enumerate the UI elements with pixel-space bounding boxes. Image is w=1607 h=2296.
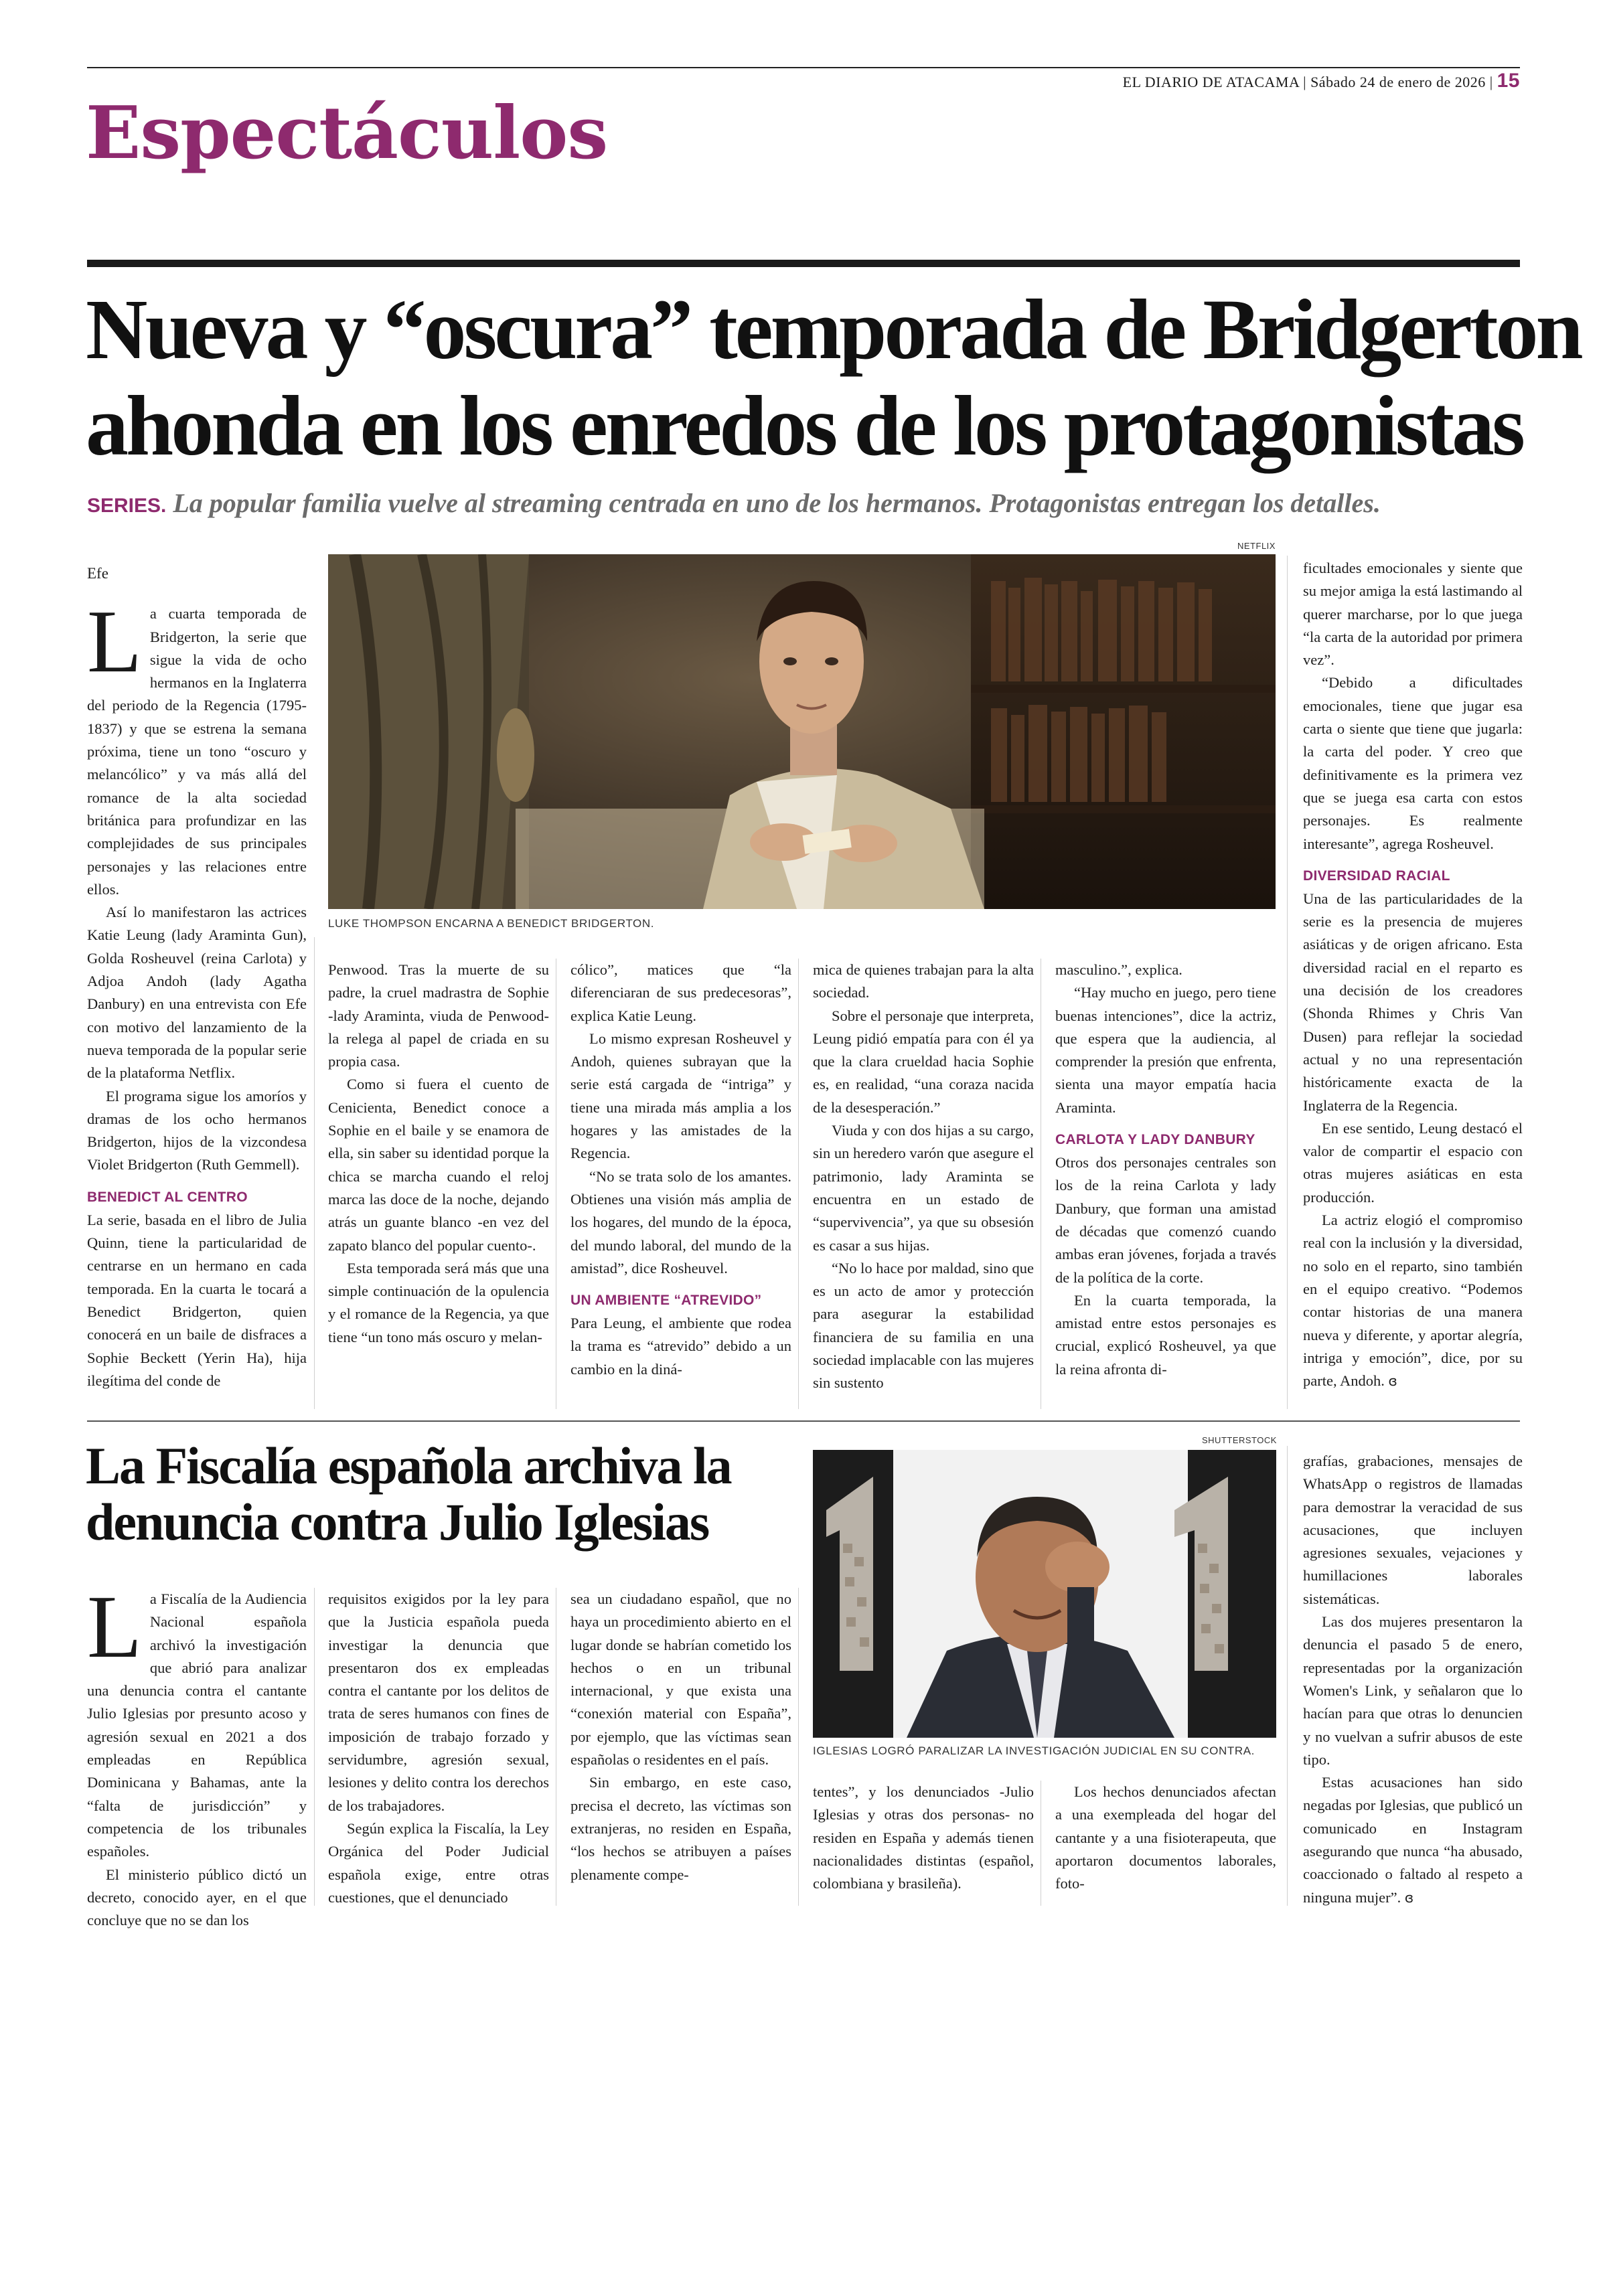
article1-col3 bbox=[570, 959, 791, 1381]
photo1-caption: LUKE THOMPSON ENCARNA A BENEDICT BRIDGERTON. bbox=[328, 917, 655, 930]
subhead-diversidad: DIVERSIDAD RACIAL bbox=[1303, 868, 1450, 884]
article1-p18: En ese sentido, Leung destacó el valor de compartir el espacio con otras mujeres asiáticas en esta producción. bbox=[1303, 1119, 1523, 1206]
article1-p1: a cuarta temporada de Bridgerton, la serie que sigue la vida de ocho hermanos en la Inglaterra del periodo de la Regencia (1795-1837) y que se estrena la semana próxima, tiene un tono “oscuro y melancólico” y va más allá del romance de la alta sociedad británica para profundizar en las complejidades de sus principales personajes y las relaciones entre ellos. bbox=[87, 605, 307, 898]
article1-col5 bbox=[1055, 959, 1276, 1381]
article1-p12a: “No lo hace por maldad, sino que es un acto de amor y protección para asegurar la estabilidad financiera de su familia en una sociedad implacable con las mujeres sin sustento bbox=[813, 1259, 1034, 1392]
end-mark-2: ɞ bbox=[1404, 1889, 1414, 1906]
byline: Efe bbox=[87, 565, 108, 582]
article1-p2: Así lo manifestaron las actrices Katie Leung (lady Araminta Gun), Golda Rosheuvel (reina Carlota) y Adjoa Andoh (lady Agatha Danbury) en una entrevista con Efe con motivo del lanzamiento de la nueva temporada de la popular serie de la plataforma Netflix. bbox=[87, 904, 307, 1082]
col-divider bbox=[314, 937, 315, 1409]
photo-benedict bbox=[328, 554, 1276, 909]
article1-p9a: Para Leung, el ambiente que rodea la trama es “atrevido” debido a un cambio en la diná- bbox=[570, 1315, 791, 1378]
article2-col3 bbox=[570, 1588, 791, 1886]
photo2-credit: SHUTTERSTOCK bbox=[1202, 1435, 1277, 1445]
article1-p15b: ficultades emocionales y siente que su mejor amiga la está lastimando al querer marcharse, por lo que juega “la carta de la autoridad por primera vez”. bbox=[1303, 560, 1523, 669]
article-separator bbox=[87, 1420, 1520, 1422]
article1-col4 bbox=[813, 959, 1034, 1395]
article1-p19-text: La actriz elogió el compromiso real con la inclusión y la diversidad, no solo en el reparto, sino también en el equipo creativo. “Podemos contar historias de una manera nueva y diferente, y aportar alegría, intriga y emoción”, dice, por su parte, Andoh. bbox=[1303, 1212, 1523, 1390]
article1-headline bbox=[86, 281, 1581, 474]
article2-q6: Las dos mujeres presentaron la denuncia el pasado 5 de enero, representadas por la organización Women's Link, y señalaron que lo hacían para que otras lo denuncien y no vuelvan a sufrir abusos de este tipo. bbox=[1303, 1613, 1523, 1768]
col-divider bbox=[798, 959, 799, 1409]
masthead-paper: EL DIARIO DE ATACAMA bbox=[1122, 74, 1300, 90]
article1-p19 bbox=[1303, 1209, 1523, 1392]
article1-p15a: En la cuarta temporada, la amistad entre estos personajes es crucial, explicó Rosheuvel, ya que la reina afronta di- bbox=[1055, 1291, 1276, 1378]
article2-headline-line1: La Fiscalía española archiva la bbox=[86, 1437, 731, 1495]
article2-col1 bbox=[87, 1577, 307, 1932]
kicker-text: La popular familia vuelve al streaming centrada en uno de los hermanos. Protagonistas entregan los detalles. bbox=[173, 488, 1381, 518]
col-divider bbox=[798, 1588, 799, 1906]
article1-p6b: cólico”, matices que “la diferenciaran de sus predecesoras”, explica Katie Leung. bbox=[570, 961, 791, 1024]
top-rule bbox=[87, 67, 1520, 68]
end-mark: ɞ bbox=[1388, 1373, 1397, 1390]
article1-col1 bbox=[87, 562, 307, 1392]
article1-p14: Otros dos personajes centrales son los de la reina Carlota y lady Danbury, que forman una amistad de décadas que comenzó cuando ambas eran jóvenes, forjada a través de la política de la corte. bbox=[1055, 1154, 1276, 1286]
col-divider bbox=[314, 1588, 315, 1906]
kicker-label: SERIES. bbox=[87, 495, 167, 517]
page-number: 15 bbox=[1497, 70, 1520, 92]
article1-p4b: Penwood. Tras la muerte de su padre, la cruel madrastra de Sophie -lady Araminta, viuda de Penwood- la relega al papel de criada en su propia casa. bbox=[328, 961, 549, 1070]
article1-kicker bbox=[87, 487, 1527, 519]
article2-headline bbox=[86, 1438, 795, 1550]
article2-q2b: requisitos exigidos por la ley para que la Justicia española pueda investigar la denuncia que presentaron dos ex empleadas contra el cantante por los delitos de trata de seres humanos con fines de imposición de trabajo forzado y servidumbre, agresión sexual, lesiones y delito contra los derechos de los trabajadores. bbox=[328, 1590, 549, 1814]
article1-col6 bbox=[1303, 557, 1523, 1392]
article1-p9b: mica de quienes trabajan para la alta sociedad. bbox=[813, 961, 1034, 1001]
article1-headline-line2: ahonda en los enredos de los protagonistas bbox=[86, 378, 1523, 473]
article2-col2 bbox=[328, 1588, 549, 1909]
article1-p13: “Hay mucho en juego, pero tiene buenas intenciones”, dice la actriz, que espera que la audiencia, al comprender la presión que enfrenta, sienta una mayor empatía hacia Araminta. bbox=[1055, 984, 1276, 1116]
col-divider bbox=[1287, 556, 1288, 1409]
article2-q3b: sea un ciudadano español, que no haya un procedimiento abierto en el lugar donde se habrían cometido los hechos o en un tribunal internacional, y que exista una “conexión material con España”, por ejemplo, que las víctimas sean españolas o residentes en el país. bbox=[570, 1590, 791, 1769]
article2-q7-text: Estas acusaciones han sido negadas por Iglesias, que publicó un comunicado en Instagram asegurando que nunca “ha abusado, coaccionado o faltado al respeto a ninguna mujer”. bbox=[1303, 1774, 1523, 1906]
article1-p6a: Esta temporada será más que una simple continuación de la opulencia y el romance de la Regencia, ya que tiene “un tono más oscuro y melan- bbox=[328, 1259, 549, 1345]
article2-col5 bbox=[1055, 1781, 1276, 1895]
article2-q5a: Los hechos denunciados afectan a una exempleada del hogar del cantante y a una fisioterapeuta, que aportaron documentos laborales, foto- bbox=[1055, 1783, 1276, 1892]
drop-cap: L bbox=[87, 592, 142, 691]
article1-p8: “No se trata solo de los amantes. Obtienes una visión más amplia de los hogares, del mundo de la época, del mundo laboral, del mundo de la amistad”, dice Rosheuvel. bbox=[570, 1167, 791, 1277]
photo-iglesias-image bbox=[813, 1450, 1276, 1738]
subhead-carlota: CARLOTA Y LADY DANBURY bbox=[1055, 1132, 1255, 1148]
photo2-caption: IGLESIAS LOGRÓ PARALIZAR LA INVESTIGACIÓN JUDICIAL EN SU CONTRA. bbox=[813, 1744, 1255, 1757]
article2-q5b: grafías, grabaciones, mensajes de WhatsApp o registros de llamadas para demostrar la veracidad de sus acusaciones, que incluyen agresiones sexuales, vejaciones y humillaciones laborales sistemáticas. bbox=[1303, 1453, 1523, 1607]
article1-p17: Una de las particularidades de la serie es la presencia de mujeres asiáticas y de origen africano. Esta diversidad racial en el reparto es una decisión de los creadores (Shonda Rhimes y Chris Van Dusen) para reflejar la sociedad actual y no una representación históricamente exacta de la Inglaterra de la Regencia. bbox=[1303, 890, 1523, 1114]
photo-iglesias bbox=[813, 1450, 1276, 1738]
drop-cap-2: L bbox=[87, 1577, 142, 1676]
article1-headline-line1: Nueva y “oscura” temporada de Bridgerton bbox=[86, 282, 1581, 377]
article1-p7: Lo mismo expresan Rosheuvel y Andoh, quienes subrayan que la serie está cargada de “intriga” y tiene una mirada más amplia a los hogares y las amistades de la Regencia. bbox=[570, 1030, 791, 1162]
col-divider bbox=[1287, 1446, 1288, 1906]
article2-col6 bbox=[1303, 1450, 1523, 1909]
article2-col4 bbox=[813, 1781, 1034, 1895]
article2-headline-line2: denuncia contra Julio Iglesias bbox=[86, 1493, 709, 1551]
article2-q4a: Sin embargo, en este caso, precisa el decreto, las víctimas son extranjeras, no residen en España, “los hechos se atribuyen a países plenamente compe- bbox=[570, 1774, 791, 1883]
masthead: EL DIARIO DE ATACAMA | Sábado 24 de enero de 2026 | 15 bbox=[1122, 70, 1520, 92]
article2-q3a: Según explica la Fiscalía, la Ley Orgánica del Poder Judicial española exige, entre otras cuestiones, que el denunciado bbox=[328, 1819, 549, 1906]
subhead-atrevido: UN AMBIENTE “ATREVIDO” bbox=[570, 1293, 762, 1309]
section-title: Espectáculos bbox=[86, 91, 608, 175]
section-rule bbox=[87, 260, 1520, 267]
photo1-credit: NETFLIX bbox=[1237, 541, 1276, 551]
photo-benedict-image bbox=[328, 554, 1276, 909]
article1-p5: Como si fuera el cuento de Cenicienta, Benedict conoce a Sophie en el baile y se enamora de ella, sin saber su identidad porque la chica se marcha cuando el reloj marca las doce de la noche, dejando atrás un guante blanco -en vez del zapato blanco del popular cuento-. bbox=[328, 1076, 549, 1254]
article1-p11: Viuda y con dos hijas a su cargo, sin un heredero varón que asegure el patrimonio, lady Araminta se encuentra en un estado de “supervivencia”, ya que su obsesión es casar a sus hijas. bbox=[813, 1122, 1034, 1254]
article1-p4a: La serie, basada en el libro de Julia Quinn, tiene la particularidad de centrarse en un hermano en cada temporada. En la cuarta le tocará a Benedict Bridgerton, quien conocerá en un baile de disfraces a Sophie Beckett (Yerin Ha), hija ilegítima del conde de bbox=[87, 1211, 307, 1389]
article1-p16: “Debido a dificultades emocionales, tiene que jugar esa carta o siente que tiene que jugarla: la carta del poder. Y creo que definitivamente es la primera vez que se juega esa carta con estos personajes. Es realmente interesante”, agrega Rosheuvel. bbox=[1303, 674, 1523, 852]
subhead-benedict: BENEDICT AL CENTRO bbox=[87, 1189, 248, 1205]
article2-q2a: El ministerio público dictó un decreto, conocido ayer, en el que concluye que no se dan los bbox=[87, 1866, 307, 1929]
masthead-date: Sábado 24 de enero de 2026 bbox=[1310, 74, 1486, 90]
article2-q1: a Fiscalía de la Audiencia Nacional española archivó la investigación que abrió para analizar una denuncia contra el cantante Julio Iglesias por presunto acoso y agresión sexual en 2021 a dos empleadas en República Dominicana y Bahamas, ante la “falta de jurisdicción” y competencia de los tribunales españoles. bbox=[87, 1590, 307, 1860]
article2-q4b: tentes”, y los denunciados -Julio Iglesias y otras dos personas- no residen en España y además tienen nacionalidades distintas (español, colombiana y brasileña). bbox=[813, 1783, 1034, 1892]
article1-p3: El programa sigue los amoríos y dramas de los ocho hermanos Bridgerton, hijos de la vizcondesa Violet Bridgerton (Ruth Gemmell). bbox=[87, 1087, 307, 1173]
article2-q7 bbox=[1303, 1771, 1523, 1909]
article1-p12b: masculino.”, explica. bbox=[1055, 961, 1182, 978]
article1-col2 bbox=[328, 959, 549, 1349]
article1-p10: Sobre el personaje que interpreta, Leung pidió empatía para con él ya que la clara crueldad hacia Sophie es, en realidad, “una coraza nacida de la desesperación.” bbox=[813, 1007, 1034, 1116]
